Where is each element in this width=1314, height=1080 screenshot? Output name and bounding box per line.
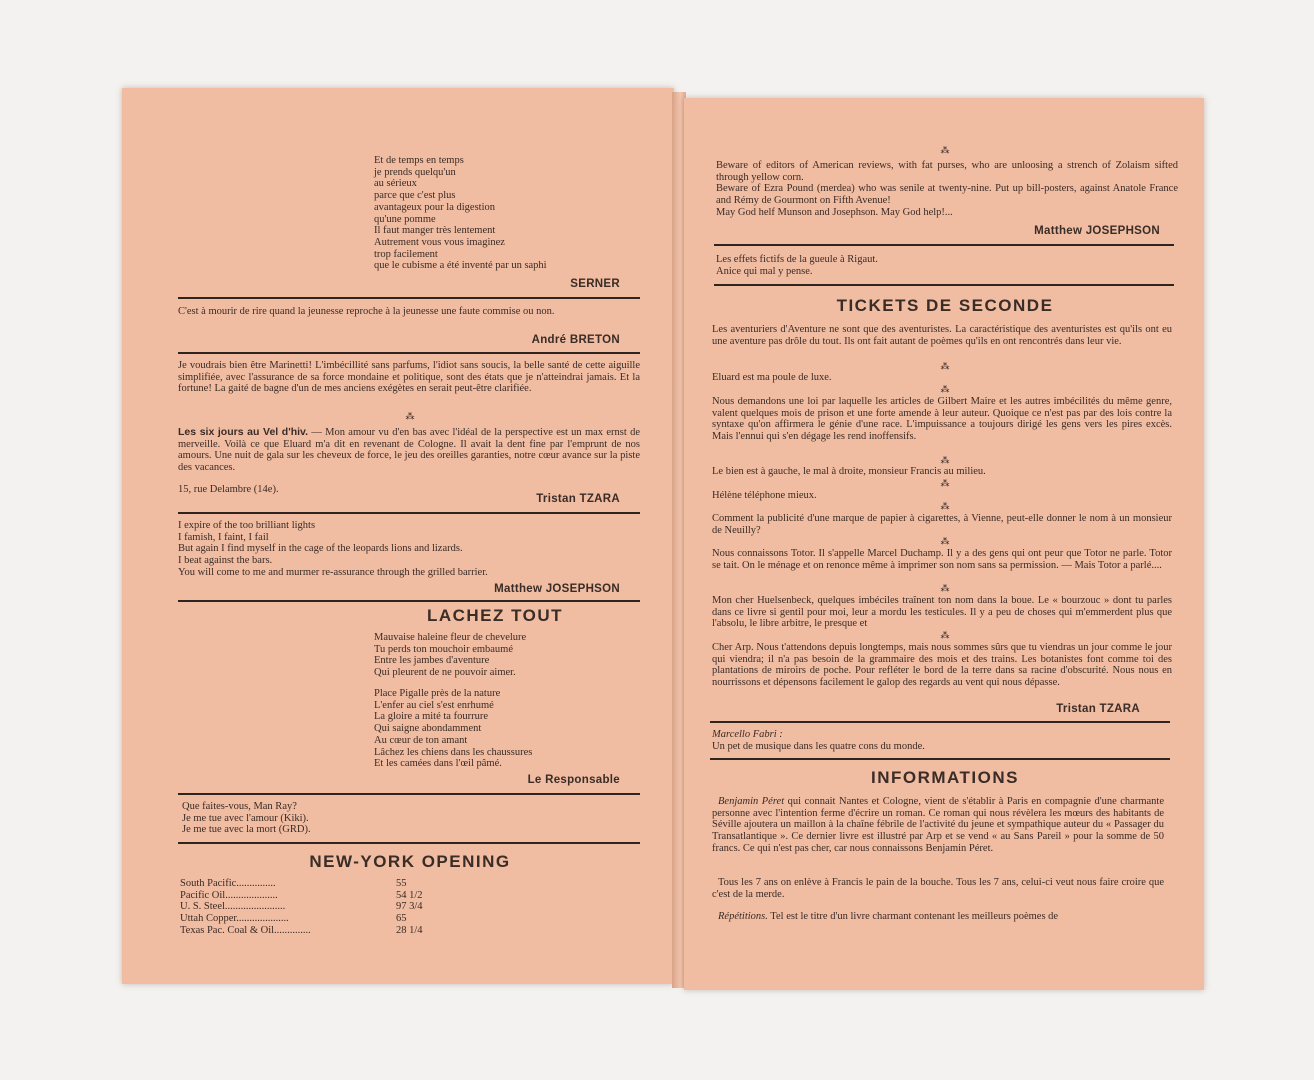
tickets-paragraph: Le bien est à gauche, le mal à droite, monsieur Francis au milieu. <box>712 466 986 477</box>
stock-value: 28 1/4 <box>396 924 423 936</box>
tickets-paragraph: Mon cher Huelsenbeck, quelques imbéciles traînent ton nom dans la boue. Le « bourzouc » dont tu parles dans ce livre si gentil pour moi, leur a mordu les testicules. Il y a peu de choses qui m'emmerdent plus que l'absolu, le libre arbitre, le presque et <box>712 595 1172 630</box>
vel-dhiv-paragraph <box>178 427 640 474</box>
stock-name: U. S. Steel <box>180 901 225 913</box>
fabri-name: Marcello Fabri : <box>712 729 783 740</box>
lachez-tout-title: LACHEZ TOUT <box>426 606 564 625</box>
repetitions-title: Répétitions. <box>718 911 768 922</box>
asterism: ⁂ <box>405 411 415 421</box>
divider <box>710 758 1170 760</box>
tzara-marinetti-text: Je voudrais bien être Marinetti! L'imbécillité sans parfums, l'idiot sans soucis, la belle santé de cette aiguille simplifiée, avec l'assurance de sa force mondaine et politique, sont des états que je n'atteindrai jamais. Et la fortune! La gaité de bagne d'un de mes anciens exégètes en serait peut-être clarifiée. <box>178 360 640 395</box>
josephson-poem: I expire of the too brilliant lights I famish, I faint, I fail But again I find myself in the cage of the leopards lions and lizards. I beat against the bars. You will come to me and murmer re-assurance through the grilled barrier. <box>178 520 488 578</box>
info-peret <box>712 796 1164 855</box>
info-francis: Tous les 7 ans on enlève à Francis le pain de la bouche. Tous les 7 ans, celui-ci veut nous faire croire que c'est de la merde. <box>712 877 1164 900</box>
tickets-de-seconde-title: TICKETS DE SECONDE <box>836 296 1054 315</box>
stock-value: 54 1/2 <box>396 889 423 901</box>
stock-row <box>180 913 480 925</box>
serner-poem: Et de temps en temps je prends quelqu'un au sérieux parce que c'est plus avantageux pour la digestion qu'une pomme Il faut manger très lentement Autrement vous vous imaginez trop facilement que le cubisme a été inventé par un saphi <box>374 155 547 272</box>
repetitions-text: Tel est le titre d'un livre charmant contenant les meilleurs poèmes de <box>767 911 1059 922</box>
fabri-block <box>712 729 1172 752</box>
stock-row <box>180 878 480 890</box>
vel-dhiv-text: — Mon amour vu d'en bas avec l'idéal de la perspective est un max ernst de merveille. Voilà ce que Eluard m'a dit en revenant de Cologne. Il avait la dent fine par l'emprunt de nos amours. Une nuit de gala sur les cheveux de force, le jeu des oreilles garanties, notre cœur avance sur la piste des vacances. <box>178 427 640 474</box>
signature-responsable: Le Responsable <box>527 774 620 786</box>
signature-serner: SERNER <box>570 278 620 290</box>
stock-name: Uttah Copper <box>180 913 237 925</box>
peret-name: Benjamin Péret <box>718 796 785 807</box>
leader-dots: .................... <box>236 913 289 925</box>
signature-josephson: Matthew JOSEPHSON <box>1034 225 1160 237</box>
tickets-paragraph: Eluard est ma poule de luxe. <box>712 372 832 383</box>
stock-name: Texas Pac. Coal & Oil <box>180 924 275 936</box>
asterism: ⁂ <box>940 583 950 593</box>
asterism: ⁂ <box>940 145 950 155</box>
divider <box>178 512 640 514</box>
stock-value: 97 3/4 <box>396 901 423 913</box>
informations-title: INFORMATIONS <box>870 768 1019 787</box>
stock-row <box>180 901 480 913</box>
divider <box>714 244 1174 246</box>
tickets-paragraph: Nous demandons une loi par laquelle les articles de Gilbert Maire et les autres imbécilités du même genre, valent quelques mois de prison et une forte amende à leur auteur. Quoique ce n'est pas par des lois contre la syntaxe qu'on affirmera le génie d'une race. L'impuissance a toujours dirigé les gens vers les pires excès. Mais l'ennui qui s'en dégage les rend inoffensifs. <box>712 396 1172 443</box>
lachez-stanza-1: Mauvaise haleine fleur de chevelure Tu perds ton mouchoir embaumé Entre les jambes d'aventure Qui pleurent de ne pouvoir aimer. <box>374 632 527 679</box>
stock-list <box>180 878 480 937</box>
fabri-text: Un pet de musique dans les quatre cons du monde. <box>712 740 925 752</box>
asterism: ⁂ <box>940 361 950 371</box>
man-ray-text: Que faites-vous, Man Ray? Je me tue avec l'amour (Kiki). Je me tue avec la mort (GRD). <box>182 801 311 836</box>
asterism: ⁂ <box>940 630 950 640</box>
peret-text: qui connait Nantes et Cologne, vient de s'établir à Paris en compagnie d'une charmante personne avec l'intention ferme d'écrire un roman. Ce roman qui nous révèlera les mœurs des habitants de Séville ajoutera un maillon à la chaîne fébrile de l'activité du jeune et sympathique auteur du « Passager du Transatlantique ». Ce dernier livre est illustré par Arp et se vend « au Sans Pareil » pour la somme de 50 francs. Ce qui n'est pas cher, car nous connaissons Benjamin Péret. <box>712 796 1164 854</box>
info-repetitions <box>712 911 1164 923</box>
divider <box>178 600 640 602</box>
stock-row <box>180 890 480 902</box>
asterism: ⁂ <box>940 384 950 394</box>
leader-dots: .................... <box>225 889 278 901</box>
stock-value: 55 <box>396 878 407 889</box>
signature-tzara: Tristan TZARA <box>536 493 620 505</box>
leader-dots: ....................... <box>224 901 286 913</box>
tickets-paragraph: Hélène téléphone mieux. <box>712 490 817 501</box>
asterism: ⁂ <box>940 501 950 511</box>
stock-value: 65 <box>396 913 407 925</box>
stock-name: South Pacific <box>180 878 237 889</box>
tickets-paragraph: Les aventuriers d'Aventure ne sont que des aventuristes. La caractéristique des aventuristes est qu'ils ont eu une aventure pas drôle du tout. Ils ont fait autant de poèmes qu'ils en ont rencontrés dans leur vie. <box>712 324 1172 347</box>
asterism: ⁂ <box>940 455 950 465</box>
new-york-opening-title: NEW-YORK OPENING <box>309 852 511 871</box>
tickets-paragraph: Nous connaissons Totor. Il s'appelle Marcel Duchamp. Il y a des gens qui ont peur que Totor ne parle. Totor se tait. On le ménage et on renonce même à imprimer son nom sans sa permission. — Mais Totor a parlé.... <box>712 548 1172 571</box>
signature-tzara: Tristan TZARA <box>1056 703 1140 715</box>
divider <box>178 842 640 844</box>
divider <box>710 721 1170 723</box>
divider <box>178 793 640 795</box>
stock-row <box>180 925 480 937</box>
tickets-paragraph: Cher Arp. Nous t'attendons depuis longtemps, mais nous sommes sûrs que tu viendras un jour comme le jour qui viendra; il n'a pas besoin de la grammaire des mois et des trains. Les botanistes font comme toi des plantations de miroirs de poche. Pour refléter le bord de la terre dans sa racine d'obscurité. Nous nous en nourrissons et dépensons facilement le galop des regards au vent qui nous dépasse. <box>712 642 1172 689</box>
signature-josephson: Matthew JOSEPHSON <box>494 583 620 595</box>
stock-name: Pacific Oil <box>180 889 226 901</box>
tickets-paragraph: Comment la publicité d'une marque de papier à cigarettes, à Vienne, peut-elle donner le nom à un monsieur de Neuilly? <box>712 513 1172 536</box>
rigaut-text: Les effets fictifs de la gueule à Rigaut. Anice qui mal y pense. <box>716 254 878 277</box>
signature-breton: André BRETON <box>531 334 620 346</box>
asterism: ⁂ <box>940 536 950 546</box>
vel-dhiv-title: Les six jours au Vel d'hiv. <box>178 426 309 438</box>
divider <box>714 284 1174 286</box>
asterism: ⁂ <box>940 478 950 488</box>
leader-dots: .............. <box>274 924 311 936</box>
josephson-beware-text: Beware of editors of American reviews, with fat purses, who are unloosing a strench of Zolaism sifted through yellow corn. Beware of Ezra Pound (merdea) who was senile at twenty-nine. Put up bill-posters, against Anatole France and Rémy de Gourmont on Fifth Avenue! May God helf Munson and Josephson. May God help!... <box>716 160 1178 218</box>
divider <box>178 297 640 299</box>
lachez-stanza-2: Place Pigalle près de la nature L'enfer au ciel s'est enrhumé La gloire a mité ta fourrure Qui saigne abondamment Au cœur de ton amant Lâchez les chiens dans les chaussures Et les camées dans l'œil pâmé. <box>374 688 533 770</box>
divider <box>178 352 640 354</box>
leader-dots: ............... <box>236 878 276 889</box>
address: 15, rue Delambre (14e). <box>178 484 279 495</box>
breton-text: C'est à mourir de rire quand la jeunesse reproche à la jeunesse une faute commise ou non. <box>178 306 555 317</box>
